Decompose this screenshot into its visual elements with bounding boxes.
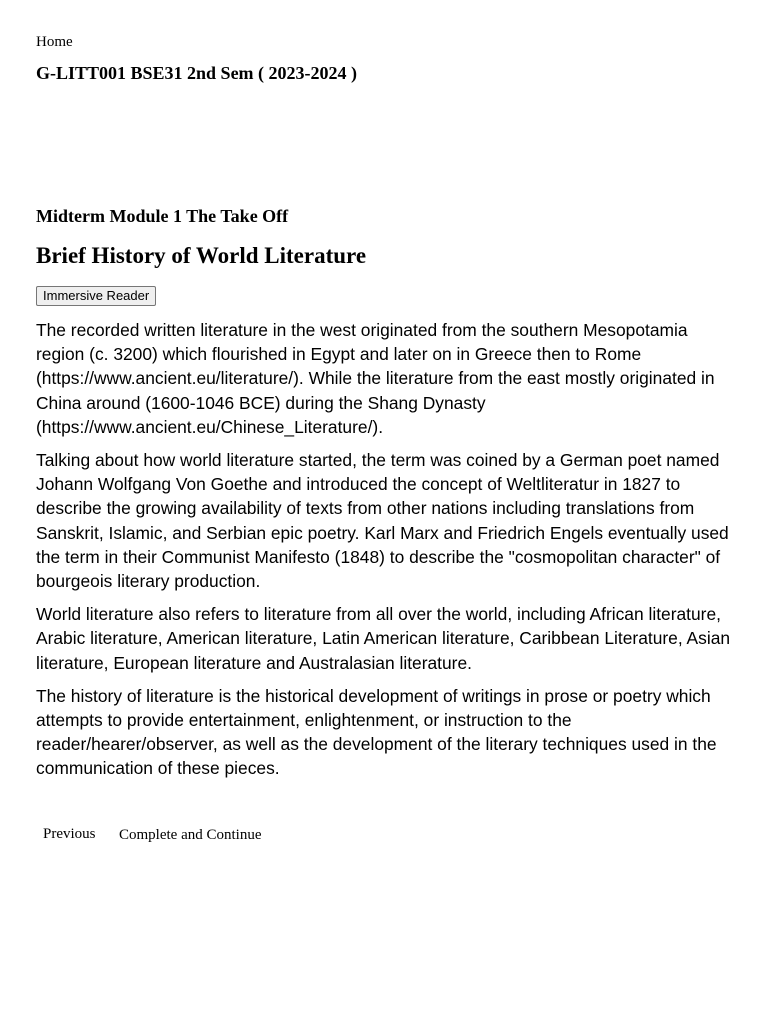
- module-title: Midterm Module 1 The Take Off: [36, 206, 289, 226]
- page-title: Brief History of World Literature: [36, 243, 367, 268]
- lesson-paragraph: The recorded written literature in the west originated from the southern Mesopotamia region (c. 3200) which flourished in Egypt and later on in Greece then to Rome (https://www.ancient.eu/literature/). While the literature from the east mostly originated in China around (1600-1046 BCE) during the Shang Dynasty (https://www.ancient.eu/Chinese_Literature/).: [36, 320, 715, 437]
- lesson-content: [36, 318, 736, 790]
- course-title: G-LITT001 BSE31 2nd Sem ( 2023-2024 ): [36, 63, 358, 83]
- complete-and-continue-button[interactable]: Complete and Continue: [119, 827, 262, 843]
- home-link[interactable]: Home: [36, 34, 73, 50]
- lesson-paragraph: The history of literature is the historical development of writings in prose or poetry which attempts to provide entertainment, enlightenment, or instruction to the reader/hearer/observer, as well as the development of the literary techniques used in the communication of these pieces.: [36, 685, 717, 779]
- immersive-reader-button[interactable]: Immersive Reader: [36, 286, 156, 306]
- lesson-paragraph: World literature also refers to literature from all over the world, including African literature, Arabic literature, American literature, Latin American literature, Caribbean Literature, Asian literature, European literature and Australasian literature.: [36, 604, 731, 673]
- previous-button[interactable]: Previous: [43, 826, 96, 842]
- lesson-paragraph: Talking about how world literature started, the term was coined by a German poet named Johann Wolfgang Von Goethe and introduced the concept of Weltliteratur in 1827 to describe the growing availability of texts from other nations including translations from Sanskrit, Islamic, and Serbian epic poetry. Karl Marx and Friedrich Engels eventually used the term in their Communist Manifesto (1848) to describe the "cosmopolitan character" of bourgeois literary production.: [36, 450, 729, 592]
